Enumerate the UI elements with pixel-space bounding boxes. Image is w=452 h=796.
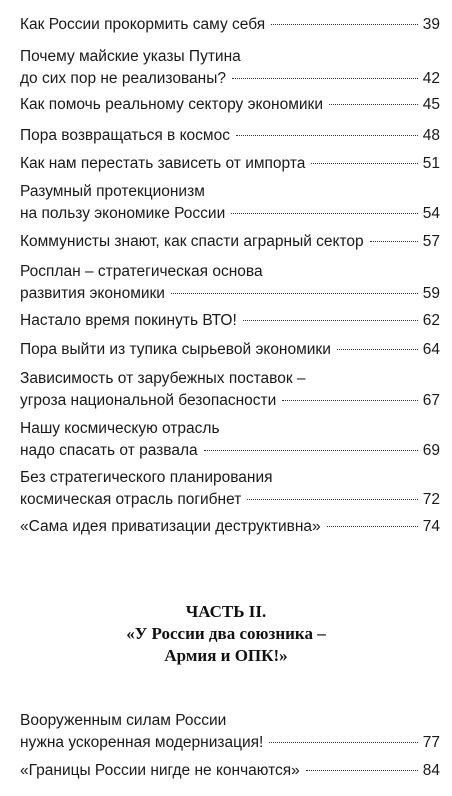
toc-entry[interactable] (20, 46, 440, 90)
dot-leader (269, 742, 417, 743)
toc-entry-title-line: космическая отрасль погибнет (20, 491, 242, 508)
toc-entry-title: Как нам перестать зависеть от импорта (20, 155, 306, 172)
toc-entry[interactable] (20, 418, 440, 462)
toc-entry[interactable] (20, 261, 440, 305)
dot-leader (370, 241, 418, 242)
toc-entry-title-line: нужна ускоренная модернизация! (20, 734, 264, 751)
toc-entry[interactable] (20, 181, 440, 225)
toc-entry-page: 39 (422, 16, 440, 33)
toc-entry[interactable] (20, 94, 440, 116)
dot-leader (329, 104, 418, 105)
toc-entry[interactable] (20, 467, 440, 511)
toc-entry[interactable] (20, 14, 440, 36)
dot-leader (204, 450, 418, 451)
toc-entry-title: Пора возвращаться в космос (20, 127, 230, 144)
toc-entry-page: 67 (422, 392, 440, 409)
dot-leader (247, 499, 417, 500)
toc-entry[interactable] (20, 760, 440, 782)
toc-entry-title: «Сама идея приватизации деструктивна» (20, 518, 321, 535)
toc-entry-page: 72 (422, 491, 440, 508)
toc-entry-page: 57 (422, 233, 440, 250)
toc-entry-page: 64 (422, 341, 440, 358)
part-heading (0, 601, 452, 667)
toc-entry-title-line: Росплан – стратегическая основа (20, 263, 263, 280)
toc-entry[interactable] (20, 516, 440, 538)
dot-leader (311, 163, 417, 164)
toc-entry-title-line: надо спасать от развала (20, 442, 198, 459)
toc-entry[interactable] (20, 231, 440, 253)
toc-entry-page: 69 (422, 442, 440, 459)
dot-leader (306, 770, 418, 771)
part-label: ЧАСТЬ II. (185, 602, 267, 621)
dot-leader (243, 320, 418, 321)
part-title-line: «У России два союзника – (126, 624, 326, 643)
toc-entry-title-line: Нашу космическую отрасль (20, 420, 220, 437)
toc-entry[interactable] (20, 710, 440, 754)
toc-entry-page: 84 (422, 762, 440, 779)
dot-leader (337, 349, 418, 350)
toc-entry-page: 74 (422, 518, 440, 535)
dot-leader (231, 213, 418, 214)
toc-entry-title-line: до сих пор не реализованы? (20, 70, 226, 87)
toc-entry-title: Как России прокормить саму себя (20, 16, 266, 33)
toc-entry-title-line: на пользу экономике России (20, 205, 226, 222)
toc-entry[interactable] (20, 368, 440, 412)
toc-entry-page: 45 (422, 96, 440, 113)
toc-entry-title: Настало время покинуть ВТО! (20, 312, 237, 329)
dot-leader (171, 293, 418, 294)
toc-entry-title: Как помочь реальному сектору экономики (20, 96, 323, 113)
toc-entry-page: 51 (422, 155, 440, 172)
toc-entry-page: 42 (422, 70, 440, 87)
toc-entry-page: 59 (422, 285, 440, 302)
toc-entry-page: 48 (422, 127, 440, 144)
toc-entry-page: 62 (422, 312, 440, 329)
toc-entry[interactable] (20, 339, 440, 361)
toc-entry-title-line: Вооруженным силам России (20, 712, 227, 729)
toc-entry[interactable] (20, 310, 440, 332)
toc-entry-title-line: угроза национальной безопасности (20, 392, 277, 409)
toc-entry-title-line: Почему майские указы Путина (20, 48, 241, 65)
toc-entry-title-line: Без стратегического планирования (20, 469, 273, 486)
toc-entry-page: 77 (422, 734, 440, 751)
part-title-line: Армия и ОПК!» (164, 646, 288, 665)
toc-entry-page: 54 (422, 205, 440, 222)
toc-entry-title: Пора выйти из тупика сырьевой экономики (20, 341, 331, 358)
dot-leader (232, 78, 418, 79)
toc-entry[interactable] (20, 153, 440, 175)
dot-leader (271, 24, 418, 25)
dot-leader (236, 135, 418, 136)
toc-entry-title: «Границы России нигде не кончаются» (20, 762, 300, 779)
toc-entry-title-line: развития экономики (20, 285, 165, 302)
dot-leader (327, 526, 418, 527)
dot-leader (282, 400, 417, 401)
toc-entry-title-line: Зависимость от зарубежных поставок – (20, 370, 306, 387)
toc-entry[interactable] (20, 125, 440, 147)
toc-entry-title: Коммунисты знают, как спасти аграрный сектор (20, 233, 364, 250)
toc-entry-title-line: Разумный протекционизм (20, 183, 205, 200)
